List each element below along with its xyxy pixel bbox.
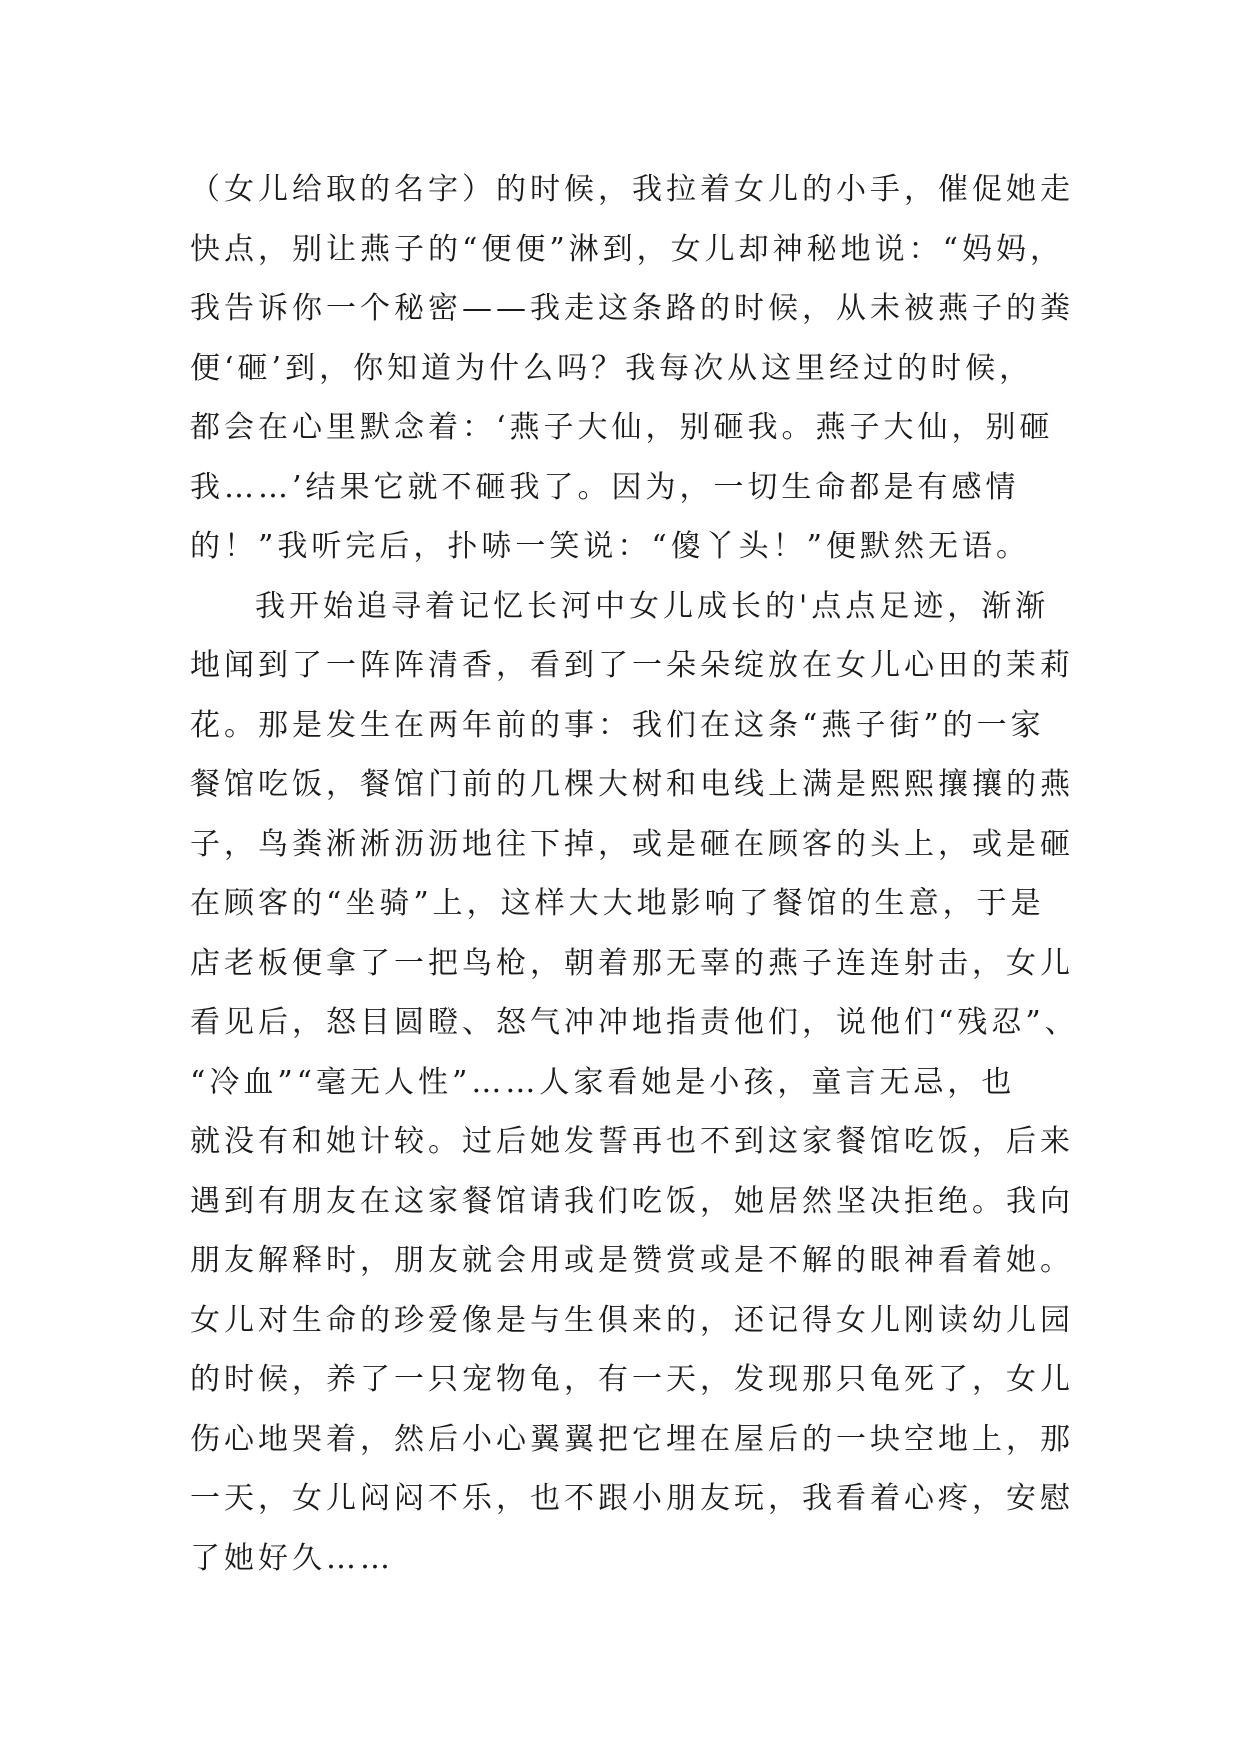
text-line: 都会在心里默念着：‘燕子大仙，别砸我。燕子大仙，别砸 (190, 410, 1054, 445)
text-line: 地闻到了一阵阵清香，看到了一朵朵绽放在女儿心田的茉莉 (190, 648, 1074, 683)
text-line: 我告诉你一个秘密——我走这条路的时候，从未被燕子的粪 (190, 291, 1074, 326)
text-line: 快点，别让燕子的“便便”淋到，女儿却神秘地说：“妈妈， (190, 231, 1065, 267)
text-line: 我……’结果它就不砸我了。因为，一切生命都是有感情 (190, 469, 1020, 505)
text-line: 的时候，养了一只宠物龟，有一天，发现那只龟死了，女儿 (190, 1362, 1074, 1397)
body-text (190, 160, 1090, 1588)
text-line: （女儿给取的名字）的时候，我拉着女儿的小手，催促她走 (190, 172, 1074, 207)
text-line: 花。那是发生在两年前的事：我们在这条“燕子街”的一家 (190, 707, 1045, 743)
text-line: 在顾客的“坐骑”上，这样大大地影响了餐馆的生意，于是 (190, 886, 1045, 921)
text-line: 伤心地哭着，然后小心翼翼把它埋在屋后的一块空地上，那 (190, 1421, 1074, 1457)
paragraph-first-line: 我开始追寻着记忆长河中女儿成长的'点点足迹，渐渐 (255, 588, 1050, 624)
text-line: 遇到有朋友在这家餐馆请我们吃饭，她居然坚决拒绝。我向 (190, 1183, 1074, 1219)
text-line: “冷血”“毫无人性”……人家看她是小孩，童言无忌，也 (190, 1064, 1016, 1100)
text-line: 便‘砸’到，你知道为什么吗？我每次从这里经过的时候， (190, 350, 1034, 386)
text-line: 的！”我听完后，扑哧一笑说：“傻丫头！”便默然无语。 (190, 529, 1031, 564)
text-line: 看见后，怒目圆瞪、怒气冲冲地指责他们，说他们“残忍”、 (190, 1005, 1079, 1040)
text-line: 朋友解释时，朋友就会用或是赞赏或是不解的眼神看着她。 (190, 1243, 1074, 1278)
text-line: 餐馆吃饭，餐馆门前的几棵大树和电线上满是熙熙攘攘的燕 (190, 767, 1074, 802)
text-line: 了她好久…… (190, 1540, 394, 1576)
text-line: 女儿对生命的珍爱像是与生俱来的，还记得女儿刚读幼儿园 (190, 1302, 1074, 1338)
text-line: 就没有和她计较。过后她发誓再也不到这家餐馆吃饭，后来 (190, 1124, 1074, 1159)
text-line: 店老板便拿了一把鸟枪，朝着那无辜的燕子连连射击，女儿 (190, 945, 1074, 981)
text-line: 子，鸟粪淅淅沥沥地往下掉，或是砸在顾客的头上，或是砸 (190, 826, 1074, 862)
text-line: 一天，女儿闷闷不乐，也不跟小朋友玩，我看着心疼，安慰 (190, 1481, 1074, 1516)
